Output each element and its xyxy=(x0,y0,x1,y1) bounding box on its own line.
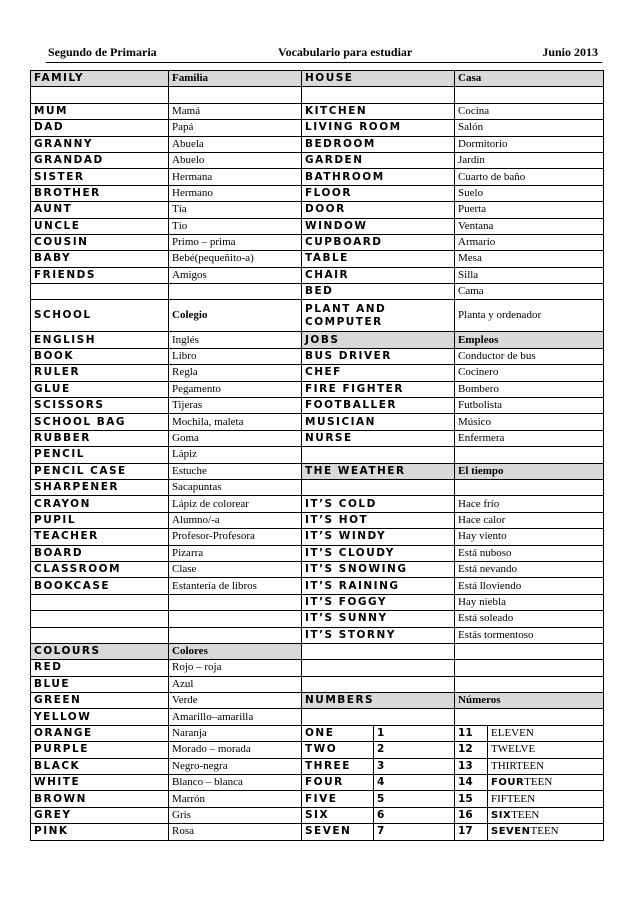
number-word-prefix: SEVEN xyxy=(491,826,531,838)
english-word: WINDOW xyxy=(302,218,455,234)
spanish-word: Armario xyxy=(455,234,604,250)
english-word: BEDROOM xyxy=(302,136,455,152)
english-word xyxy=(31,87,169,103)
table-row xyxy=(31,332,604,348)
english-word: DAD xyxy=(31,120,169,136)
table-row xyxy=(31,284,604,300)
english-word: SCISSORS xyxy=(31,398,169,414)
spanish-word: Está soleado xyxy=(455,611,604,627)
spanish-word: Está lloviendo xyxy=(455,578,604,594)
english-word: FRIENDS xyxy=(31,267,169,283)
english-word: FAMILY xyxy=(31,71,169,87)
table-row xyxy=(31,693,604,709)
spanish-word: Libro xyxy=(169,348,302,364)
english-word: PURPLE xyxy=(31,742,169,758)
english-word: BED xyxy=(302,284,455,300)
english-word: COLOURS xyxy=(31,643,169,659)
number-word: SIX xyxy=(302,807,374,823)
english-word xyxy=(302,676,455,692)
spanish-word: Lápiz xyxy=(169,447,302,463)
spanish-word: Clase xyxy=(169,561,302,577)
english-word: PENCIL xyxy=(31,447,169,463)
english-word: GRANDAD xyxy=(31,152,169,168)
table-row xyxy=(31,463,604,479)
spanish-word: Bebé(pequeñito-a) xyxy=(169,251,302,267)
english-word: FIRE FIGHTER xyxy=(302,381,455,397)
english-word xyxy=(302,709,455,725)
english-word: FOOTBALLER xyxy=(302,398,455,414)
number-digit: 6 xyxy=(374,807,455,823)
spanish-word: Sacapuntas xyxy=(169,479,302,495)
spanish-word: Cocina xyxy=(455,103,604,119)
table-row xyxy=(31,234,604,250)
english-word: RUBBER xyxy=(31,430,169,446)
english-word: BROWN xyxy=(31,791,169,807)
english-word: PLANT AND COMPUTER xyxy=(302,300,455,332)
english-word xyxy=(31,611,169,627)
table-row xyxy=(31,398,604,414)
spanish-word: Alumno/-a xyxy=(169,512,302,528)
spanish-word: Hay viento xyxy=(455,529,604,545)
spanish-word xyxy=(455,676,604,692)
spanish-word: Enfermera xyxy=(455,430,604,446)
spanish-word: Amigos xyxy=(169,267,302,283)
number-word-text: TEEN xyxy=(524,776,553,789)
table-row xyxy=(31,251,604,267)
english-word: CLASSROOM xyxy=(31,561,169,577)
number-word xyxy=(488,775,604,791)
spanish-word: Rojo – roja xyxy=(169,660,302,676)
english-word xyxy=(302,447,455,463)
english-word: MUSICIAN xyxy=(302,414,455,430)
number-digit: 14 xyxy=(455,775,488,791)
english-word: MUM xyxy=(31,103,169,119)
number-word xyxy=(488,824,604,840)
english-word: GREY xyxy=(31,807,169,823)
number-digit: 11 xyxy=(455,725,488,741)
english-word: IT’S SUNNY xyxy=(302,611,455,627)
english-word: BLUE xyxy=(31,676,169,692)
number-word-prefix: SIX xyxy=(491,809,512,821)
number-word: SEVEN xyxy=(302,824,374,840)
spanish-word xyxy=(455,447,604,463)
english-word: RED xyxy=(31,660,169,676)
english-word: BABY xyxy=(31,251,169,267)
table-row xyxy=(31,381,604,397)
number-digit: 4 xyxy=(374,775,455,791)
english-word: BROTHER xyxy=(31,185,169,201)
spanish-word: Regla xyxy=(169,365,302,381)
spanish-word: Silla xyxy=(455,267,604,283)
spanish-word: Goma xyxy=(169,430,302,446)
spanish-word: Familia xyxy=(169,71,302,87)
english-word: BUS DRIVER xyxy=(302,348,455,364)
number-word: ONE xyxy=(302,725,374,741)
spanish-word: Gris xyxy=(169,807,302,823)
number-word-prefix: FOUR xyxy=(491,777,525,789)
english-word: YELLOW xyxy=(31,709,169,725)
spanish-word: Morado – morada xyxy=(169,742,302,758)
table-row xyxy=(31,676,604,692)
spanish-word: Dormitorio xyxy=(455,136,604,152)
table-row xyxy=(31,512,604,528)
page-header xyxy=(46,44,602,63)
number-word-text: ELEVEN xyxy=(491,727,534,740)
spanish-word: Colores xyxy=(169,643,302,659)
spanish-word: Colegio xyxy=(169,300,302,332)
english-word xyxy=(302,660,455,676)
spanish-word: Estuche xyxy=(169,463,302,479)
number-word-text: TEEN xyxy=(511,808,540,821)
english-word: IT’S STORNY xyxy=(302,627,455,643)
english-word: IT’S WINDY xyxy=(302,529,455,545)
english-word: GRANNY xyxy=(31,136,169,152)
spanish-word: El tiempo xyxy=(455,463,604,479)
english-word: WHITE xyxy=(31,775,169,791)
table-row xyxy=(31,185,604,201)
spanish-word xyxy=(455,479,604,495)
table-row xyxy=(31,202,604,218)
english-word: COUSIN xyxy=(31,234,169,250)
table-row xyxy=(31,529,604,545)
english-word xyxy=(31,627,169,643)
table-row xyxy=(31,120,604,136)
spanish-word: Cuarto de baño xyxy=(455,169,604,185)
english-word: IT’S SNOWING xyxy=(302,561,455,577)
spanish-word: Negro-negra xyxy=(169,758,302,774)
table-row xyxy=(31,348,604,364)
english-word: SCHOOL BAG xyxy=(31,414,169,430)
english-word: CUPBOARD xyxy=(302,234,455,250)
spanish-word xyxy=(455,87,604,103)
spanish-word: Hay niebla xyxy=(455,594,604,610)
number-word-text: TWELVE xyxy=(491,743,536,756)
number-word xyxy=(488,742,604,758)
number-row xyxy=(31,807,604,823)
spanish-word xyxy=(455,660,604,676)
number-word: FIVE xyxy=(302,791,374,807)
english-word xyxy=(302,479,455,495)
english-word: PINK xyxy=(31,824,169,840)
table-row xyxy=(31,496,604,512)
english-word xyxy=(31,284,169,300)
spanish-word: Tía xyxy=(169,202,302,218)
english-word: BOARD xyxy=(31,545,169,561)
spanish-word: Números xyxy=(455,693,604,709)
spanish-word: Mochila, maleta xyxy=(169,414,302,430)
spanish-word: Casa xyxy=(455,71,604,87)
spanish-word xyxy=(169,594,302,610)
english-word: LIVING ROOM xyxy=(302,120,455,136)
table-row xyxy=(31,103,604,119)
spanish-word: Marrón xyxy=(169,791,302,807)
table-row xyxy=(31,430,604,446)
number-word: FOUR xyxy=(302,775,374,791)
english-word: SISTER xyxy=(31,169,169,185)
table-row xyxy=(31,594,604,610)
spanish-word: Puerta xyxy=(455,202,604,218)
english-word: KITCHEN xyxy=(302,103,455,119)
spanish-word: Hace calor xyxy=(455,512,604,528)
spanish-word: Primo – prima xyxy=(169,234,302,250)
table-row xyxy=(31,169,604,185)
spanish-word: Rosa xyxy=(169,824,302,840)
table-row xyxy=(31,218,604,234)
english-word: BOOKCASE xyxy=(31,578,169,594)
spanish-word: Inglés xyxy=(169,332,302,348)
spanish-word: Verde xyxy=(169,693,302,709)
spanish-word: Tío xyxy=(169,218,302,234)
table-row xyxy=(31,578,604,594)
spanish-word: Naranja xyxy=(169,725,302,741)
spanish-word: Azul xyxy=(169,676,302,692)
table-row xyxy=(31,71,604,87)
number-row xyxy=(31,758,604,774)
table-row xyxy=(31,611,604,627)
spanish-word: Salón xyxy=(455,120,604,136)
english-word: ENGLISH xyxy=(31,332,169,348)
header-left: Segundo de Primaria xyxy=(48,45,157,59)
english-word: CRAYON xyxy=(31,496,169,512)
number-digit: 7 xyxy=(374,824,455,840)
spanish-word: Cocinero xyxy=(455,365,604,381)
table-row xyxy=(31,300,604,332)
english-word: IT’S RAINING xyxy=(302,578,455,594)
english-word: AUNT xyxy=(31,202,169,218)
table-row xyxy=(31,414,604,430)
spanish-word: Papá xyxy=(169,120,302,136)
spanish-word: Hermano xyxy=(169,185,302,201)
spanish-word: Blanco – blanca xyxy=(169,775,302,791)
spanish-word xyxy=(169,87,302,103)
number-row xyxy=(31,725,604,741)
english-word xyxy=(31,594,169,610)
spanish-word: Profesor-Profesora xyxy=(169,529,302,545)
english-word: IT’S HOT xyxy=(302,512,455,528)
spanish-word: Hace frío xyxy=(455,496,604,512)
number-digit: 15 xyxy=(455,791,488,807)
spanish-word: Abuelo xyxy=(169,152,302,168)
table-row xyxy=(31,561,604,577)
spanish-word: Suelo xyxy=(455,185,604,201)
number-word: TWO xyxy=(302,742,374,758)
english-word: GARDEN xyxy=(302,152,455,168)
header-title: Vocabulario para estudiar xyxy=(278,45,413,59)
spanish-word xyxy=(455,709,604,725)
spanish-word: Tijeras xyxy=(169,398,302,414)
table-row xyxy=(31,627,604,643)
number-word: THREE xyxy=(302,758,374,774)
number-row xyxy=(31,824,604,840)
spanish-word: Está nuboso xyxy=(455,545,604,561)
number-digit: 13 xyxy=(455,758,488,774)
english-word: PENCIL CASE xyxy=(31,463,169,479)
table-row xyxy=(31,447,604,463)
english-word: IT’S COLD xyxy=(302,496,455,512)
spanish-word: Cama xyxy=(455,284,604,300)
spanish-word: Pizarra xyxy=(169,545,302,561)
number-word xyxy=(488,807,604,823)
english-word: GLUE xyxy=(31,381,169,397)
table-row xyxy=(31,643,604,659)
spanish-word: Abuela xyxy=(169,136,302,152)
number-row xyxy=(31,742,604,758)
english-word: NUMBERS xyxy=(302,693,455,709)
number-row xyxy=(31,791,604,807)
english-word xyxy=(302,87,455,103)
spanish-word: Futbolista xyxy=(455,398,604,414)
spanish-word: Bombero xyxy=(455,381,604,397)
english-word: DOOR xyxy=(302,202,455,218)
english-word: FLOOR xyxy=(302,185,455,201)
number-word xyxy=(488,725,604,741)
table-row xyxy=(31,709,604,725)
english-word: SCHOOL xyxy=(31,300,169,332)
number-digit: 3 xyxy=(374,758,455,774)
table-row xyxy=(31,152,604,168)
spanish-word: Conductor de bus xyxy=(455,348,604,364)
number-word xyxy=(488,791,604,807)
spanish-word: Hermana xyxy=(169,169,302,185)
english-word: HOUSE xyxy=(302,71,455,87)
english-word: UNCLE xyxy=(31,218,169,234)
table-row xyxy=(31,545,604,561)
number-digit: 16 xyxy=(455,807,488,823)
number-digit: 12 xyxy=(455,742,488,758)
english-word: CHAIR xyxy=(302,267,455,283)
spanish-word: Está nevando xyxy=(455,561,604,577)
english-word: CHEF xyxy=(302,365,455,381)
number-word-text: TEEN xyxy=(530,825,559,838)
number-digit: 17 xyxy=(455,824,488,840)
spanish-word: Amarillo–amarilla xyxy=(169,709,302,725)
english-word: BOOK xyxy=(31,348,169,364)
spanish-word xyxy=(455,643,604,659)
spanish-word: Jardín xyxy=(455,152,604,168)
spanish-word: Lápiz de colorear xyxy=(169,496,302,512)
spanish-word: Empleos xyxy=(455,332,604,348)
spanish-word: Planta y ordenador xyxy=(455,300,604,332)
english-word: JOBS xyxy=(302,332,455,348)
number-digit: 5 xyxy=(374,791,455,807)
table-row xyxy=(31,87,604,103)
english-word: TEACHER xyxy=(31,529,169,545)
spanish-word: Mamá xyxy=(169,103,302,119)
header-date: Junio 2013 xyxy=(542,45,598,59)
spanish-word xyxy=(169,611,302,627)
table-row xyxy=(31,267,604,283)
number-word-text: THIRTEEN xyxy=(491,759,545,772)
number-word-text: FIFTEEN xyxy=(491,792,536,805)
english-word: PUPIL xyxy=(31,512,169,528)
number-digit: 2 xyxy=(374,742,455,758)
english-word: THE WEATHER xyxy=(302,463,455,479)
number-digit: 1 xyxy=(374,725,455,741)
spanish-word: Mesa xyxy=(455,251,604,267)
english-word: GREEN xyxy=(31,693,169,709)
english-word: ORANGE xyxy=(31,725,169,741)
vocabulary-table xyxy=(30,70,604,841)
english-word: IT’S FOGGY xyxy=(302,594,455,610)
english-word: NURSE xyxy=(302,430,455,446)
english-word: SHARPENER xyxy=(31,479,169,495)
table-row xyxy=(31,136,604,152)
table-row xyxy=(31,479,604,495)
english-word: TABLE xyxy=(302,251,455,267)
english-word xyxy=(302,643,455,659)
spanish-word: Ventana xyxy=(455,218,604,234)
spanish-word xyxy=(169,627,302,643)
spanish-word: Músico xyxy=(455,414,604,430)
table-row xyxy=(31,660,604,676)
spanish-word: Estás tormentoso xyxy=(455,627,604,643)
english-word: IT’S CLOUDY xyxy=(302,545,455,561)
spanish-word: Pegamento xyxy=(169,381,302,397)
english-word: RULER xyxy=(31,365,169,381)
english-word: BLACK xyxy=(31,758,169,774)
english-word: BATHROOM xyxy=(302,169,455,185)
table-row xyxy=(31,365,604,381)
spanish-word: Estantería de libros xyxy=(169,578,302,594)
number-row xyxy=(31,775,604,791)
number-word xyxy=(488,758,604,774)
spanish-word xyxy=(169,284,302,300)
